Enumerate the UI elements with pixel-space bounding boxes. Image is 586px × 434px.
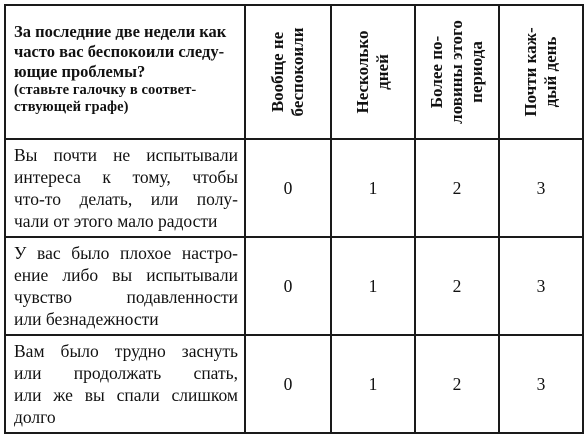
question-line: Вам было трудно заснуть (14, 341, 238, 361)
question-header-line: За последние две недели как (14, 22, 227, 41)
question-line: чали от этого мало радости (14, 211, 218, 231)
question-line: или же вы спали слишком (14, 385, 238, 405)
score-cell[interactable]: 0 (245, 335, 331, 433)
score-cell[interactable]: 0 (245, 237, 331, 335)
question-line: Вы почти не испытывали (14, 145, 238, 165)
questionnaire-table (4, 4, 584, 434)
question-line: долго (14, 407, 56, 427)
question-cell (5, 139, 245, 237)
question-line: что-то делать, или полу- (14, 189, 238, 209)
option-label-line: Более по- (427, 35, 446, 109)
score-cell[interactable]: 1 (331, 139, 415, 237)
score-cell[interactable]: 3 (499, 237, 583, 335)
score-cell[interactable]: 0 (245, 139, 331, 237)
question-cell (5, 237, 245, 335)
score-cell[interactable]: 1 (331, 335, 415, 433)
option-label-line: ловины этого (447, 20, 466, 124)
question-line: или продолжать спать, (14, 363, 238, 383)
table-row (5, 237, 583, 335)
question-line: чувство подавленности (14, 287, 238, 307)
option-header-not-at-all (245, 5, 331, 139)
question-line: ение либо вы испытывали (14, 265, 238, 285)
table-row (5, 335, 583, 433)
question-line: или безнадежности (14, 309, 159, 329)
option-label-line: Несколько (353, 30, 372, 114)
question-cell (5, 335, 245, 433)
instruction-line: ствующей графе) (14, 99, 129, 115)
table-row (5, 139, 583, 237)
score-cell[interactable]: 3 (499, 139, 583, 237)
question-header-line: часто вас беспокоили следу- (14, 42, 225, 61)
question-header-cell (5, 5, 245, 139)
option-label-line: периода (467, 41, 486, 103)
option-label-line: Почти каж- (521, 27, 540, 117)
option-label-line: дый день (541, 36, 560, 108)
option-label-line: беспокоили (288, 27, 307, 117)
instruction-line: (ставьте галочку в соответ- (14, 82, 197, 98)
header-row (5, 5, 583, 139)
option-header-more-than-half (415, 5, 499, 139)
question-line: У вас было плохое настро- (14, 243, 238, 263)
option-label-line: дней (373, 54, 392, 90)
score-cell[interactable]: 2 (415, 335, 499, 433)
score-cell[interactable]: 2 (415, 237, 499, 335)
score-cell[interactable]: 2 (415, 139, 499, 237)
question-header-line: ющие проблемы? (14, 62, 146, 81)
score-cell[interactable]: 3 (499, 335, 583, 433)
option-header-several-days (331, 5, 415, 139)
score-cell[interactable]: 1 (331, 237, 415, 335)
option-header-nearly-every-day (499, 5, 583, 139)
question-line: интереса к тому, чтобы (14, 167, 238, 187)
option-label-line: Вообще не (268, 31, 287, 113)
